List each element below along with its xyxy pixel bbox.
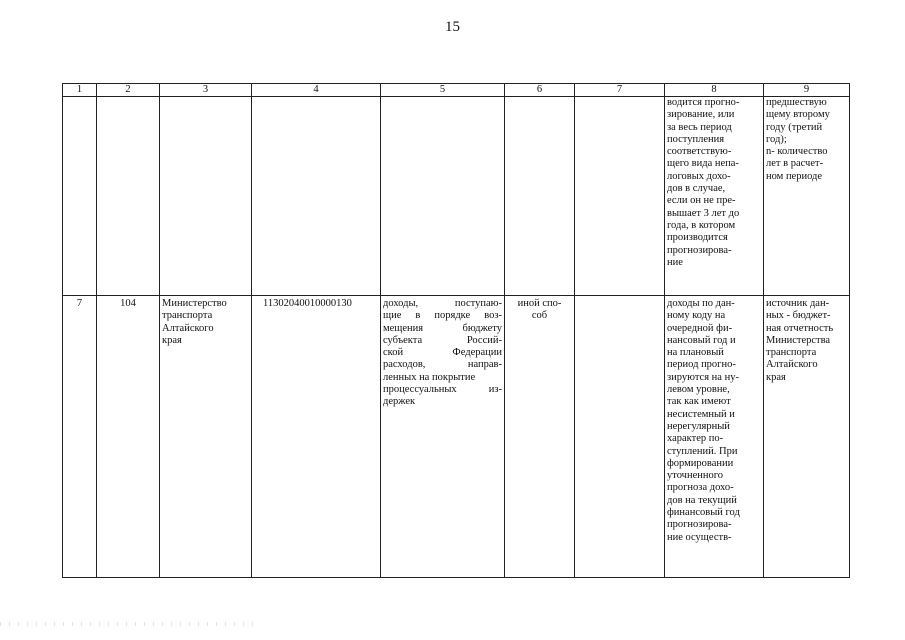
data-source-cell [764,97,850,296]
text-line: n- количество [766,146,828,158]
text-line: зирование, или [667,109,735,121]
column-number-8: 8 [665,84,764,97]
text-line: нерегулярный [667,420,730,432]
text-line: соответствую- [667,146,732,158]
text-line: края [162,334,182,346]
text-line: Алтайского [162,322,214,334]
text-line: левом уровне, [667,384,730,396]
column-number-row [63,84,850,97]
empty-cell [575,97,665,296]
column-number-4: 4 [252,84,381,97]
text-line: процессуальных из- [383,384,502,396]
forecast-method-cell [505,296,575,578]
text-line: иной спо- [517,298,562,309]
text-line: нансовый год и [667,334,736,346]
revenue-name-cell [381,296,505,578]
text-line: производится [667,232,728,244]
revenue-forecast-table [62,83,850,578]
empty-cell [505,97,575,296]
row-number-cell: 7 [63,296,97,578]
text-line: ние [667,256,683,268]
formula-cell [575,296,665,578]
text-line: края [766,371,786,383]
text-line: ных - бюджет- [766,310,831,322]
text-line: Алтайского [766,359,818,371]
text-line: дов на текущий [667,494,737,506]
text-line: держек [383,396,416,408]
page-number: 15 [445,19,460,35]
administrator-name-cell [160,296,252,578]
text-line: транспорта [162,310,213,322]
empty-cell [160,97,252,296]
text-line: за весь период [667,121,732,133]
data-source-cell [764,296,850,578]
text-line: период прогно- [667,359,736,371]
column-number-7: 7 [575,84,665,97]
text-line: щему второму [766,109,830,121]
text-line: вышает 3 лет до [667,207,740,219]
text-line: соб [531,310,548,322]
text-line: так как имеют [667,396,731,408]
text-line: субъекта Россий- [383,334,502,346]
text-line: ской Федерации [383,347,502,359]
text-line: лет в расчет- [766,158,824,170]
text-line: дов в случае, [667,183,726,195]
text-line: если он не пре- [667,195,736,207]
text-line: мещения бюджету [383,322,502,334]
column-number-2: 2 [97,84,160,97]
text-line: логовых дохо- [667,170,731,182]
text-line: прогноза дохо- [667,482,734,494]
text-line: Министерства [766,334,831,346]
text-line: прогнозирова- [667,519,732,531]
text-line: Министерство [162,298,227,309]
calculation-method-cell [665,97,764,296]
text-line: очередной фи- [667,322,733,334]
column-number-9: 9 [764,84,850,97]
text-line: несистемный и [667,408,735,420]
text-line: щего вида непа- [667,158,739,170]
column-number-3: 3 [160,84,252,97]
empty-cell [97,97,160,296]
text-line: водится прогно- [667,97,740,108]
admin-code-cell: 104 [97,296,160,578]
text-line: ленных на покрытие [383,371,476,383]
text-line: предшествую [766,97,827,108]
text-line: щие в порядке воз- [383,310,502,322]
text-line: ному коду на [667,310,726,322]
text-line: ном периоде [766,170,823,182]
text-line: ступлений. При [667,445,738,457]
text-line: год); [766,133,787,145]
text-line: на плановый [667,347,724,359]
text-line: доходы, поступаю- [383,298,502,309]
empty-cell [381,97,505,296]
text-line: формировании [667,457,734,469]
calculation-method-cell [665,296,764,578]
column-number-5: 5 [381,84,505,97]
table-row-continuation [63,97,850,296]
text-line: источник дан- [766,298,830,309]
text-line: году (третий [766,121,823,133]
text-line: финансовый год [667,507,740,519]
text-line: расходов, направ- [383,359,502,371]
empty-cell [63,97,97,296]
column-number-6: 6 [505,84,575,97]
text-line: ная отчетность [766,322,834,334]
text-line: зируются на ну- [667,371,739,383]
budget-code-cell: 11302040010000130 [252,296,381,578]
scan-artifact [0,622,260,626]
text-line: доходы по дан- [667,298,735,309]
text-line: характер по- [667,433,724,445]
text-line: ние осуществ- [667,531,732,543]
text-line: уточненного [667,470,724,482]
text-line: поступления [667,133,725,145]
text-line: прогнозирова- [667,244,732,256]
table-row [63,296,850,578]
text-line: транспорта [766,347,817,359]
column-number-1: 1 [63,84,97,97]
empty-cell [252,97,381,296]
text-line: года, в котором [667,219,736,231]
